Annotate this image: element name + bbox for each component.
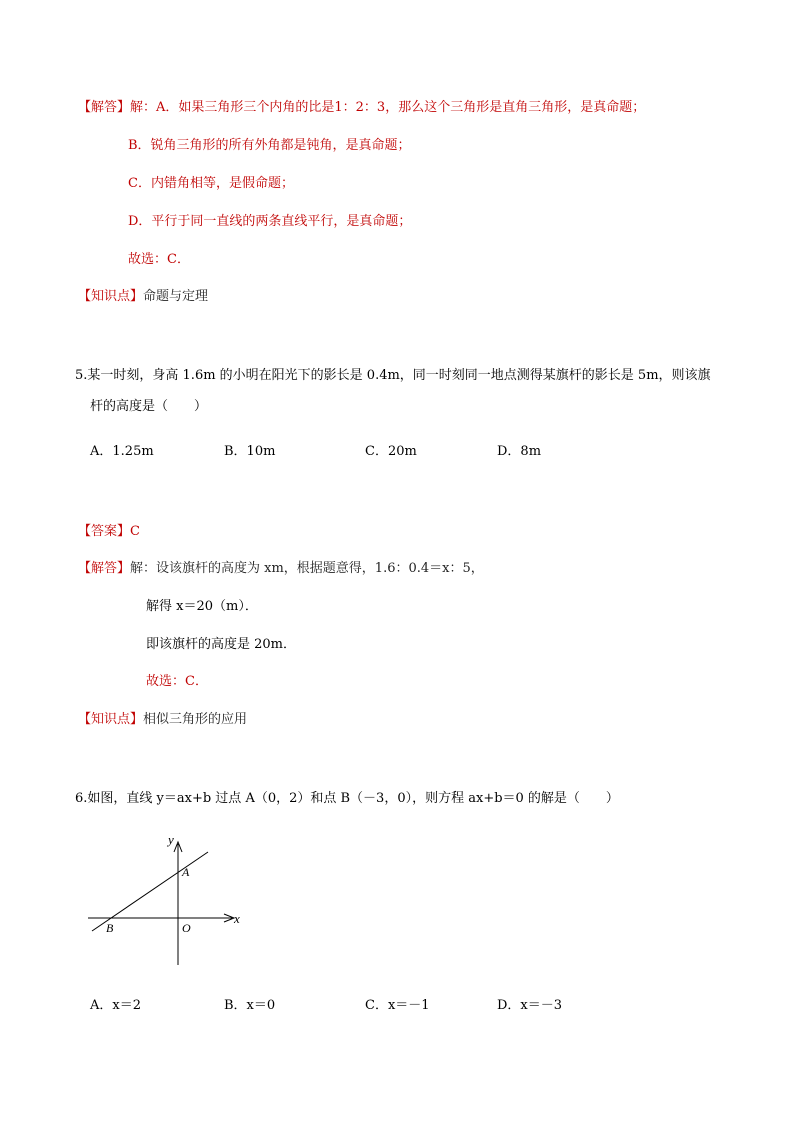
q5-stem-line1: 5.某一时刻，身高 1.6m 的小明在阳光下的影长是 0.4m，同一时刻同一地点测得某旗杆的影长是 5m，则该旗 xyxy=(75,368,711,383)
q5-solution-line4: 故选：C． xyxy=(146,674,208,689)
q5-option-a: A．1.25m xyxy=(90,444,154,459)
q5-stem-line2: 杆的高度是（ ） xyxy=(90,399,208,414)
line-ab xyxy=(92,852,208,931)
q5-knowledge-point xyxy=(78,711,247,729)
q4-kp-text: 命题与定理 xyxy=(143,289,209,304)
q6-coordinate-figure xyxy=(80,832,250,972)
q6-stem-line1: 6.如图，直线 y＝ax+b 过点 A（0，2）和点 B（－3，0），则方程 ax+b＝0 的解是（ ） xyxy=(75,791,619,806)
q4-answer-text: 【解答】解：A．如果三角形三个内角的比是1：2：3，那么这个三角形是直角三角形，是真命题； xyxy=(78,100,646,115)
q5-kp-tag: 【知识点】 xyxy=(78,712,144,727)
q4-option-b-explanation: B．锐角三角形的所有外角都是钝角，是真命题； xyxy=(128,138,411,153)
y-axis-label: y xyxy=(168,832,174,847)
q5-ans-tag: 【答案】 xyxy=(78,524,131,539)
q4-kp-tag: 【知识点】 xyxy=(78,289,144,304)
q5-answer xyxy=(78,523,140,541)
q6-option-d: D．x＝－3 xyxy=(497,998,563,1013)
q6-option-c: C．x＝－1 xyxy=(365,998,430,1013)
q5-solution-line3: 即该旗杆的高度是 20m． xyxy=(146,637,297,652)
q4-option-d-explanation: D．平行于同一直线的两条直线平行，是真命题； xyxy=(128,214,412,229)
q4-answer-line xyxy=(78,99,645,117)
q5-kp-text: 相似三角形的应用 xyxy=(143,712,248,727)
q5-ans-value: C xyxy=(130,524,140,539)
point-a-label: A xyxy=(182,865,190,879)
q6-option-b: B．x＝0 xyxy=(224,998,276,1013)
origin-label: O xyxy=(182,921,191,935)
q5-solution-line1 xyxy=(78,560,484,578)
q5-option-c: C．20m xyxy=(365,444,417,459)
x-axis-label: x xyxy=(234,911,240,926)
q5-sol-tag: 【解答】 xyxy=(78,561,131,576)
q4-knowledge-point xyxy=(78,288,208,306)
q4-option-c-explanation: C．内错角相等，是假命题； xyxy=(128,176,294,191)
q5-solution-line2: 解得 x＝20（m）． xyxy=(146,599,258,614)
q5-option-d: D．8m xyxy=(497,444,542,459)
q4-choose: 故选：C． xyxy=(128,252,190,267)
point-b-label: B xyxy=(106,921,114,935)
q5-option-b: B．10m xyxy=(224,444,276,459)
q5-sol-text: 解：设该旗杆的高度为 xm，根据题意得，1.6：0.4＝x：5， xyxy=(130,561,484,576)
q6-option-a: A．x＝2 xyxy=(90,998,141,1013)
